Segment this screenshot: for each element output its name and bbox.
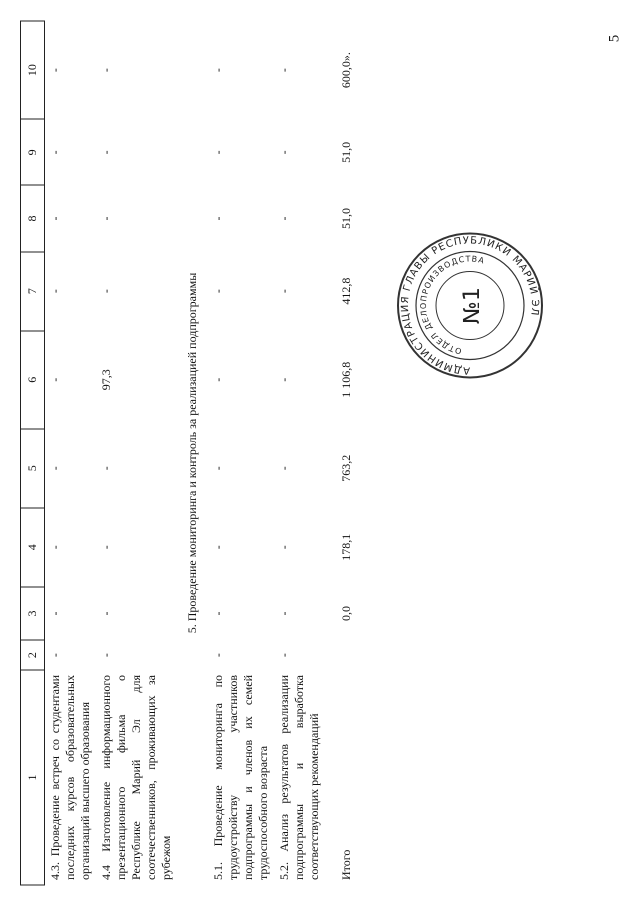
cell-col-8: - <box>277 216 291 221</box>
column-header-3: 3 <box>21 586 45 639</box>
cell-col-4: 178,1 <box>339 533 353 561</box>
table-row <box>274 21 325 885</box>
stamp-seal <box>395 230 545 380</box>
column-header-10: 10 <box>21 21 45 119</box>
cell-col-4: - <box>45 507 97 586</box>
row-label: 4.3. Проведение встреч со студентами последних курсов образовательных организаций высшего образования <box>45 670 97 885</box>
cell-col-9: - <box>99 149 113 154</box>
cell-col-10: - <box>277 67 291 72</box>
cell-col-6: - <box>277 377 291 382</box>
cell-col-2: - <box>211 652 225 657</box>
cell-col-8: 51,0 <box>339 207 353 229</box>
section-row <box>177 21 208 885</box>
row-label: 4.4 Изготовление информационного презентационного фильма о Республике Марий Эл для соотечественников, проживающих за рубежом <box>99 674 173 880</box>
table-row <box>208 21 274 885</box>
cell-col-4: - <box>277 544 291 549</box>
seal-center-text: №1 <box>460 286 485 324</box>
rotated-page-area <box>20 20 620 885</box>
cell-col-4: - <box>211 544 225 549</box>
cell-col-3: - <box>45 586 97 639</box>
cell-col-4: - <box>99 544 113 549</box>
cell-col-5: - <box>277 465 291 470</box>
cell-col-3: - <box>211 610 225 615</box>
cell-col-7: - <box>277 288 291 293</box>
cell-col-7: - <box>99 288 113 293</box>
column-header-6: 6 <box>21 330 45 428</box>
cell-col-5: 763,2 <box>339 454 353 482</box>
program-table <box>20 20 357 885</box>
cell-col-6: 1 106,8 <box>339 361 353 398</box>
seal-outer-text: АДМИНИСТРАЦИЯ ГЛАВЫ РЕСПУБЛИКИ МАРИЙ ЭЛ <box>399 234 541 376</box>
cell-col-3: - <box>99 610 113 615</box>
cell-col-9: 51,0 <box>339 141 353 163</box>
section-title: 5. Проведение мониторинга и контроль за реализацией подпрограммы <box>185 272 199 633</box>
table-wrap <box>20 20 620 885</box>
table-body <box>45 21 358 885</box>
total-row <box>325 21 357 885</box>
column-header-2: 2 <box>21 640 45 670</box>
row-label: Итого <box>339 849 353 880</box>
header-row <box>21 21 45 885</box>
cell-col-9: - <box>211 149 225 154</box>
row-label: 5.2. Анализ результатов реализации подпрограммы и выработка соответствующих рекомендаций <box>277 674 321 880</box>
column-header-5: 5 <box>21 428 45 507</box>
column-header-7: 7 <box>21 251 45 330</box>
cell-col-9: - <box>277 149 291 154</box>
cell-col-10: - <box>99 67 113 72</box>
cell-col-7: - <box>45 251 97 330</box>
cell-col-10: 600,0». <box>339 51 353 88</box>
cell-col-6: - <box>45 330 97 428</box>
column-header-1: 1 <box>21 670 45 885</box>
cell-col-7: - <box>211 288 225 293</box>
cell-col-6: 97,3 <box>99 368 113 390</box>
cell-col-5: - <box>45 428 97 507</box>
seal-inner-text: ОТДЕЛ ДЕЛОПРОИЗВОДСТВА <box>418 253 486 356</box>
cell-col-8: - <box>99 216 113 221</box>
column-header-9: 9 <box>21 119 45 185</box>
cell-col-3: - <box>277 610 291 615</box>
cell-col-2: - <box>99 652 113 657</box>
cell-col-7: 412,8 <box>339 277 353 305</box>
cell-col-9: - <box>45 119 97 185</box>
cell-col-5: - <box>99 465 113 470</box>
column-header-4: 4 <box>21 507 45 586</box>
page-number: 5 <box>605 34 622 43</box>
cell-col-2 <box>325 640 357 670</box>
cell-col-6: - <box>211 377 225 382</box>
cell-col-10: - <box>45 21 97 119</box>
cell-col-2: - <box>45 640 97 670</box>
column-header-8: 8 <box>21 185 45 251</box>
cell-col-3: 0,0 <box>339 605 353 621</box>
table-row <box>96 21 177 885</box>
cell-col-10: - <box>211 67 225 72</box>
cell-col-8: - <box>211 216 225 221</box>
cell-col-5: - <box>211 465 225 470</box>
table-row <box>45 21 97 885</box>
row-label: 5.1. Проведение мониторинга по трудоустройству участников подпрограммы и членов их семей трудоспособного возраста <box>211 674 270 880</box>
cell-col-8: - <box>45 185 97 251</box>
cell-col-2: - <box>277 652 291 657</box>
